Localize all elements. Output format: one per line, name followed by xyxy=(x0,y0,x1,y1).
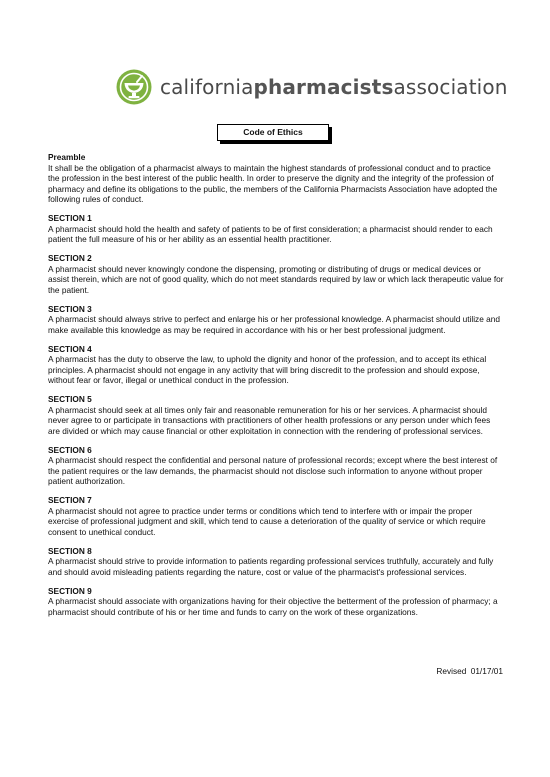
section-text: A pharmacist has the duty to observe the law, to uphold the dignity and honor of the profession, and to accept its ethical principles. A pharmacist should not engage in any activity that will bring discredit to the profession and should expose, without fear or favor, illegal or unethical conduct in the profession. xyxy=(48,354,487,385)
section-text: A pharmacist should seek at all times only fair and reasonable remuneration for his or her services. A pharmacist should never agree to or participate in transactions with practitioners of other health professions or any person under which fees are divided or which may cause financial or other exploitation in connection with the rendering of professional services. xyxy=(48,404,491,436)
revision-date: Revised 01/17/01 xyxy=(436,666,503,676)
logo-text-association: association xyxy=(393,75,508,99)
section-heading: SECTION 6 xyxy=(48,444,92,455)
section-6 xyxy=(48,445,504,487)
section-text: A pharmacist should never knowingly condone the dispensing, promoting or distributing of drugs or medical devices or assist therein, which are not of good quality, which do not meet standards required by law or which lack therapeutic value for the patient. xyxy=(48,263,504,295)
section-text: A pharmacist should hold the health and safety of patients to be of first consideration; a pharmacist should render to each patient the full measure of his or her ability as an essential health practitioner. xyxy=(48,223,493,244)
section-heading: SECTION 1 xyxy=(48,213,92,223)
section-heading: SECTION 7 xyxy=(48,495,92,505)
section-9 xyxy=(48,586,504,618)
section-3 xyxy=(48,304,504,336)
section-heading: SECTION 9 xyxy=(48,585,92,596)
pharmacy-mortar-logo-icon xyxy=(116,69,152,105)
section-text: A pharmacist should always strive to perfect and enlarge his or her professional knowledge. A pharmacist should utilize and make available this knowledge as may be required in accordance with his or her best professional judgment. xyxy=(48,314,500,335)
document-body xyxy=(48,152,504,626)
section-heading: SECTION 8 xyxy=(48,545,92,556)
section-text: A pharmacist should respect the confidential and personal nature of professional records; except where the best interest of the patient requires or the law demands, the pharmacist should not disclose such information to anyone without proper patient authorization. xyxy=(48,455,498,486)
logo-text-california: california xyxy=(160,75,254,99)
section-heading: Preamble xyxy=(48,152,86,162)
section-heading: SECTION 4 xyxy=(48,343,92,354)
section-2 xyxy=(48,253,504,295)
cpha-logo xyxy=(116,69,508,105)
section-preamble xyxy=(48,152,504,205)
logo-text-pharmacists: pharmacists xyxy=(253,75,394,99)
section-text: It shall be the obligation of a pharmacist always to maintain the highest standards of professional conduct and to practice the profession in the best interest of the public health. In order to preserve the dignity and the integrity of the profession of pharmacy and define its obligations to the public, the members of the California Pharmacists Association have adopted the following rules of conduct. xyxy=(48,162,498,204)
document-title: Code of Ethics xyxy=(217,124,329,141)
section-text: A pharmacist should not agree to practice under terms or conditions which tend to interfere with or impair the proper exercise of professional judgment and skill, which tend to cause a deterioration of the quality of service or which require consent to unethical conduct. xyxy=(48,505,486,537)
section-heading: SECTION 5 xyxy=(48,394,92,404)
section-8 xyxy=(48,546,504,578)
section-heading: SECTION 2 xyxy=(48,253,92,263)
section-5 xyxy=(48,394,504,436)
section-4 xyxy=(48,344,504,386)
section-7 xyxy=(48,495,504,537)
section-text: A pharmacist should associate with organizations having for their objective the betterment of the profession of pharmacy; a pharmacist should contribute of his or her time and funds to carry on the work of these organizations. xyxy=(48,596,498,617)
section-text: A pharmacist should strive to provide information to patients regarding professional services truthfully, accurately and fully and should avoid misleading patients regarding the nature, cost or value of the pharmacist's professional services. xyxy=(48,556,494,577)
section-heading: SECTION 3 xyxy=(48,303,92,314)
section-1 xyxy=(48,213,504,245)
logo-wordmark xyxy=(160,77,508,97)
